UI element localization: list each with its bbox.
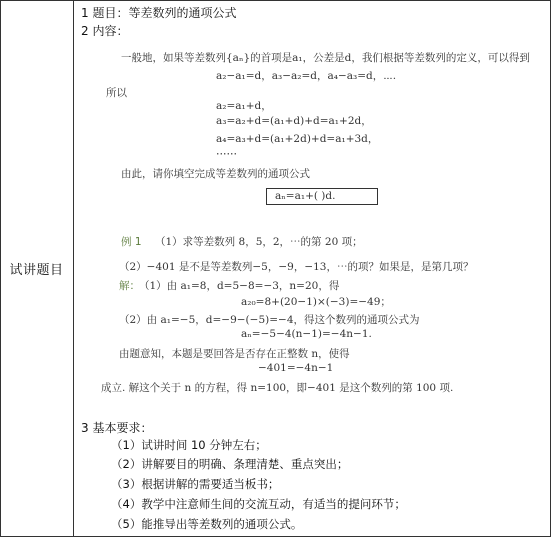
equation-line: a₄=a₃+d=(a₁+2d)+d=a₁+3d， [216, 133, 379, 145]
solution-label: 解： [119, 280, 140, 292]
example-q1: （1）求等差数列 8，5，2，⋯的第 20 项； [155, 236, 363, 248]
solution-step1-result: a₂₀=8+(20−1)×(−3)=−49； [241, 296, 391, 308]
row-label-cell [0, 0, 73, 537]
content-label: 2 内容： [81, 24, 129, 38]
row-label: 试讲题目 [9, 263, 64, 278]
requirements-label: 3 基本要求： [81, 421, 153, 435]
formula-box [266, 188, 378, 205]
requirement-item: （3）根据讲解的需要适当板书； [111, 477, 280, 491]
solution-step1: （1）由 a₁=8，d=5−8=−3，n=20，得 [139, 280, 340, 292]
equation-line: a₃=a₂+d=(a₁+d)+d=a₁+2d， [216, 115, 372, 127]
equation-line: a₂=a₁+d， [216, 100, 272, 112]
column-divider [73, 0, 74, 537]
intro-line: 一般地，如果等差数列{aₙ}的首项是a₁，公差是d，我们根据等差数列的定义，可以得到 [121, 52, 530, 64]
fill-prompt: 由此，请你填空完成等差数列的通项公式 [121, 168, 310, 180]
solution-step2: （2）由 a₁=−5，d=−9−(−5)=−4，得这个数列的通项公式为 [119, 314, 420, 326]
definition-line: a₂−a₁=d，a₃−a₂=d，a₄−a₃=d，⋯. [216, 70, 397, 82]
example-q2: （2）−401 是不是等差数列−5，−9，−13，⋯的项？如果是，是第几项？ [119, 261, 474, 273]
solution-step3-equation: −401=−4n−1 [258, 362, 334, 374]
requirement-item: （2）讲解要目的明确、条理清楚、重点突出； [111, 457, 349, 471]
solution-conclusion: 成立. 解这个关于 n 的方程，得 n=100，即−401 是这个数列的第 100 项. [101, 382, 454, 394]
requirement-item: （1）试讲时间 10 分钟左右； [111, 438, 267, 452]
requirement-item: （4）教学中注意师生间的交流互动，有适当的提问环节； [111, 497, 406, 511]
requirement-item: （5）能推导出等差数列的通项公式。 [111, 517, 303, 531]
formula-text: aₙ=a₁+( )d. [275, 190, 336, 202]
suoyi-label: 所以 [106, 87, 127, 99]
title-line: 1 题目：等差数列的通项公式 [81, 6, 237, 20]
solution-step2-result: aₙ=−5−4(n−1)=−4n−1. [241, 328, 372, 340]
solution-step3: 由题意知，本题是要回答是否存在正整数 n，使得 [119, 348, 350, 360]
example-label: 例 1 [121, 236, 142, 248]
equation-ellipsis: ⋯⋯ [216, 148, 237, 160]
